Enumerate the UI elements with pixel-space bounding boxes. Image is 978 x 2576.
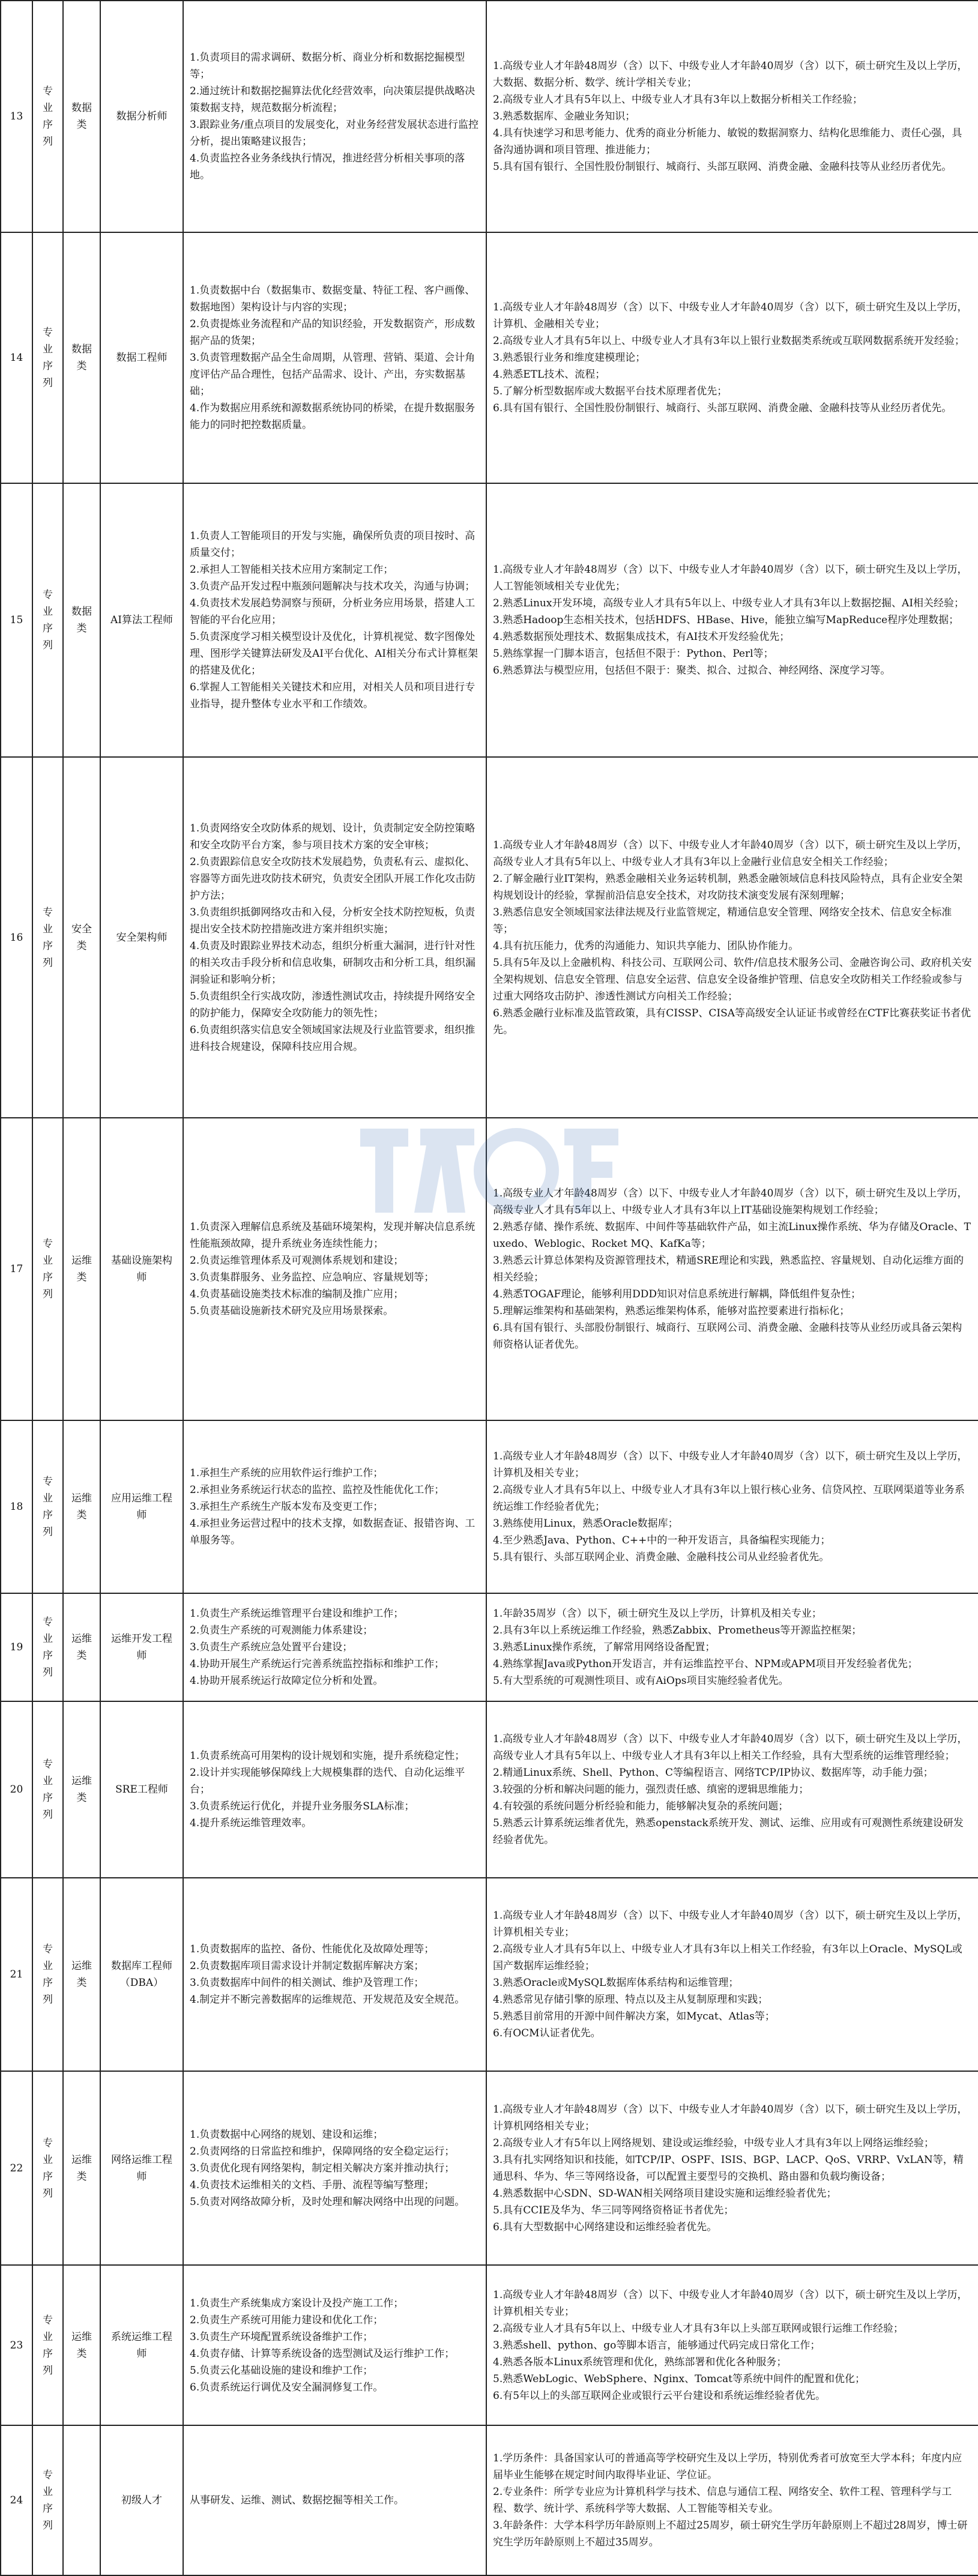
requirement-line: 2.高级专业人才具有5年以上、中级专业人才具有3年以上数据分析相关工作经验； <box>493 94 863 106</box>
row-number: 15 <box>1 483 32 757</box>
requirement-line: 3.熟悉数据库、金融业务知识； <box>493 110 636 122</box>
category-cell: 运维类 <box>63 2265 100 2425</box>
requirement-line: 6.有5年以上的头部互联网企业或银行云平台建设和系统运维经验者优先。 <box>493 2389 826 2402</box>
duty-line: 1.负责数据库的监控、备份、性能优化及故障处理等； <box>190 1943 435 1955</box>
requirement-line: 4.至少熟悉Java、Python、C++中的一种开发语言，具备编程实现能力； <box>493 1534 831 1546</box>
duty-line: 2.设计并实现能够保障线上大规模集群的迭代、自动化运维平台； <box>190 1767 465 1796</box>
requirement-line: 2.高级专业人才有5年以上网络规划、建设或运维经验，中级专业人才具有3年以上网络运维经验； <box>493 2137 934 2149</box>
duty-line: 6.负责系统运行调优及安全漏洞修复工作。 <box>190 2381 384 2394</box>
duties-cell <box>183 1118 486 1420</box>
duty-line: 1.负责网络安全攻防体系的规划、设计，负责制定安全防控策略和安全攻防平台方案，参与项目技术方案的安全审核； <box>190 822 475 851</box>
duty-line: 3.负责生产系统应急处置平台建设； <box>190 1641 353 1653</box>
requirement-line: 6.具有国有银行、全国性股份制银行、城商行、头部互联网、消费金融、金融科技等从业经历者优先。 <box>493 402 952 414</box>
requirements-cell <box>486 2071 978 2265</box>
category-cell: 运维类 <box>63 1878 100 2071</box>
duty-line: 4.提升系统运维管理效率。 <box>190 1817 312 1829</box>
job-title-cell: AI算法工程师 <box>100 483 183 757</box>
duty-line: 1.负责项目的需求调研、数据分析、商业分析和数据挖掘模型等； <box>190 52 465 80</box>
requirement-line: 3.较强的分析和解决问题的能力，强烈责任感、缜密的逻辑思维能力； <box>493 1784 809 1796</box>
row-number: 13 <box>1 1 32 232</box>
duties-cell <box>183 1878 486 2071</box>
requirement-line: 6.具有大型数据中心网络建设和运维经验者优先。 <box>493 2221 717 2233</box>
duty-line: 1.承担生产系统的应用软件运行维护工作； <box>190 1467 384 1479</box>
requirement-line: 1.高级专业人才年龄48周岁（含）以下、中级专业人才年龄40周岁（含）以下，硕士研究生及以上学历，计算机网络相关专业； <box>493 2103 968 2132</box>
duty-line: 2.负责运维管理体系及可观测体系规划和建设； <box>190 1255 404 1267</box>
requirement-line: 6.熟悉算法与模型应用，包括但不限于：聚类、拟合、过拟合、神经网络、深度学习等。 <box>493 665 891 677</box>
requirement-line: 1.高级专业人才年龄48周岁（含）以下、中级专业人才年龄40周岁（含）以下，硕士研究生及以上学历，计算机相关专业； <box>493 1910 968 1938</box>
duty-line: 1.负责深入理解信息系统及基础环境架构，发现并解决信息系统性能瓶颈故障，提升系统业务连续性能力； <box>190 1221 475 1250</box>
requirements-cell <box>486 2425 978 2575</box>
requirement-line: 2.了解金融行业IT架构，熟悉金融相关业务运转机制，熟悉金融领域信息科技风险特点，具有企业安全架构规划设计的经验，掌握前沿信息安全技术，对攻防技术演变发展有深刻理解； <box>493 872 963 902</box>
requirement-line: 5.熟悉WebLogic、WebSphere、Nginx、Tomcat等系统中间件的配置和优化； <box>493 2372 865 2385</box>
requirement-line: 3.熟悉Hadoop生态相关技术，包括HDFS、HBase、Hive，能独立编写MapReduce程序处理数据； <box>493 614 959 626</box>
requirement-line: 6.熟悉金融行业标准及监管政策，具有CISSP、CISA等高级安全认证证书或曾经在CTF比赛获奖证书者优先。 <box>493 1007 971 1036</box>
duty-line: 1.负责系统高可用架构的设计规划和实施，提升系统稳定性； <box>190 1750 465 1762</box>
requirements-cell <box>486 1118 978 1420</box>
sequence-cell: 专业 序列 <box>32 232 63 483</box>
duty-line: 5.负责对网络故障分析，及时处理和解决网络中出现的问题。 <box>190 2195 465 2208</box>
duties-cell <box>183 757 486 1118</box>
requirements-cell <box>486 757 978 1118</box>
requirement-line: 4.熟悉各版本Linux系统管理和优化，熟练部署和优化各种服务； <box>493 2356 787 2368</box>
row-number: 21 <box>1 1878 32 2071</box>
category-cell: 运维类 <box>63 2071 100 2265</box>
duty-line: 2.承担人工智能相关技术应用方案制定工作； <box>190 564 394 576</box>
requirement-line: 5.有大型系统的可观测性项目、或有AiOps项目实施经验者优先。 <box>493 1675 789 1687</box>
duty-line: 1.负责数据中台（数据集市、数据变量、特征工程、客户画像、数据地图）架构设计与内容的实现； <box>190 285 475 313</box>
requirement-line: 2.熟悉存储、操作系统、数据库、中间件等基础软件产品，如主流Linux操作系统、华为存储及Oracle、Tuxedo、Weblogic、Rocket MQ、KafKa等； <box>493 1221 971 1250</box>
category-cell: 安全类 <box>63 757 100 1118</box>
requirement-line: 4.熟悉ETL技术、流程； <box>493 369 606 381</box>
duties-cell <box>183 2425 486 2575</box>
requirement-line: 4.有较强的系统问题分析经验和能力，能够解决复杂的系统问题； <box>493 1800 789 1812</box>
requirement-line: 2.高级专业人才具有5年以上、中级专业人才具有3年以上银行业数据类系统或互联网数据系统开发经验； <box>493 335 965 347</box>
duty-line: 2.负责跟踪信息安全攻防技术发展趋势，负责私有云、虚拟化、容器等方面先进攻防技术研究，负责安全团队开展工作化攻击防护方法； <box>190 855 475 902</box>
requirement-line: 3.熟悉shell、python、go等脚本语言，能够通过代码完成日常化工作； <box>493 2339 821 2351</box>
duty-line: 5.负责基础设施新技术研究及应用场景探索。 <box>190 1305 394 1317</box>
requirement-line: 6.具有国有银行、头部股份制银行、城商行、互联网公司、消费金融、金融科技等从业经历或具备云架构师资格认证者优先。 <box>493 1322 962 1351</box>
duty-line: 1.负责生产系统运维管理平台建设和维护工作； <box>190 1608 404 1620</box>
requirement-line: 5.了解分析型数据库或大数据平台技术原理者优先； <box>493 385 728 397</box>
duty-line: 1.负责数据中心网络的规划、建设和运维； <box>190 2128 384 2141</box>
table-row <box>1 1118 978 1420</box>
requirement-line: 3.具有扎实网络知识和技能，如TCP/IP、OSPF、ISIS、BGP、LACP、QoS、VRRP、VxLAN等，精通思科、华为、华三等网络设备，可以配置主要型号的交换机、路由器和负载均衡设备； <box>493 2153 964 2183</box>
row-number: 23 <box>1 2265 32 2425</box>
requirement-line: 3.熟悉Linux操作系统，了解常用网络设备配置； <box>493 1641 716 1653</box>
requirements-cell <box>486 1593 978 1701</box>
sequence-cell: 专业 序列 <box>32 2265 63 2425</box>
duty-line: 5.负责组织全行实战攻防，渗透性测试攻击，持续提升网络安全的防护能力，保障安全攻防能力的领先性； <box>190 990 475 1019</box>
table-row <box>1 1701 978 1878</box>
sequence-cell: 专业 序列 <box>32 483 63 757</box>
duty-line: 4.制定并不断完善数据库的运维规范、开发规范及安全规范。 <box>190 1994 465 2006</box>
sequence-cell: 专业 序列 <box>32 2425 63 2575</box>
requirement-line: 1.高级专业人才年龄48周岁（含）以下、中级专业人才年龄40周岁（含）以下，硕士研究生及以上学历，计算机相关专业； <box>493 2288 968 2318</box>
category-cell: 运维类 <box>63 1118 100 1420</box>
requirement-line: 5.熟练掌握一门脚本语言，包括但不限于：Python、Perl等； <box>493 648 774 660</box>
requirement-line: 4.熟悉常见存储引擎的原理、特点以及主从复制原理和实践； <box>493 1994 768 2006</box>
requirement-line: 1.学历条件：具备国家认可的普通高等学校研究生及以上学历，特别优秀者可放宽至大学本科；年度内应届毕业生能够在规定时间内取得毕业证、学位证。 <box>493 2452 962 2481</box>
requirement-line: 2.高级专业人才具有5年以上、中级专业人才具有3年以上头部互联网或银行运维工作经验； <box>493 2322 904 2335</box>
sequence-cell: 专业 序列 <box>32 1118 63 1420</box>
duty-line: 从事研发、运维、测试、数据挖掘等相关工作。 <box>190 2494 404 2506</box>
duty-line: 4.协助开展生产系统运行完善系统监控指标和维护工作； <box>190 1658 445 1670</box>
duty-line: 2.负责提炼业务流程和产品的知识经验，开发数据资产，形成数据产品的货架； <box>190 318 475 347</box>
requirements-cell <box>486 232 978 483</box>
table-row <box>1 1 978 232</box>
sequence-cell: 专业 序列 <box>32 1701 63 1878</box>
job-title-cell: 初级人才 <box>100 2425 183 2575</box>
sequence-cell: 专业 序列 <box>32 1878 63 2071</box>
requirements-cell <box>486 1878 978 2071</box>
duties-cell <box>183 232 486 483</box>
duty-line: 3.负责组织抵御网络攻击和入侵，分析安全技术防控短板，负责提出安全技术防控措施改进方案并组织实施； <box>190 906 475 935</box>
duty-line: 3.负责系统运行优化，并提升业务服务SLA标准； <box>190 1800 415 1812</box>
requirement-line: 6.有OCM认证者优先。 <box>493 2027 601 2039</box>
requirements-cell <box>486 1 978 232</box>
duties-cell <box>183 483 486 757</box>
requirement-line: 2.高级专业人才具有5年以上、中级专业人才具有3年以上相关工作经验，有3年以上Oracle、MySQL或国产数据库运维经验； <box>493 1943 962 1972</box>
duty-line: 3.承担生产系统生产版本发布及变更工作； <box>190 1501 384 1513</box>
row-number: 16 <box>1 757 32 1118</box>
requirement-line: 4.熟悉TOGAF理论，能够利用DDD知识对信息系统进行解耦，降低组件复杂性； <box>493 1288 862 1300</box>
requirement-line: 3.年龄条件：大学本科学历年龄原则上不超过25周岁，硕士研究生学历年龄原则上不超过28周岁，博士研究生学历年龄原则上不超过35周岁。 <box>493 2520 968 2548</box>
row-number: 24 <box>1 2425 32 2575</box>
requirement-line: 5.具有国有银行、全国性股份制银行、城商行、头部互联网、消费金融、金融科技等从业经历者优先。 <box>493 161 952 173</box>
duty-line: 4.负责基础设施类技术标准的编制及推广应用； <box>190 1288 404 1300</box>
duty-line: 3.负责优化现有网络架构，制定相关解决方案并推动执行； <box>190 2162 455 2174</box>
requirement-line: 1.高级专业人才年龄48周岁（含）以下、中级专业人才年龄40周岁（含）以下，硕士研究生及以上学历，高级专业人才具有5年以上、中级专业人才具有3年以上相关工作经验，具有大型系统的运维管理经验； <box>493 1733 968 1762</box>
row-number: 17 <box>1 1118 32 1420</box>
sequence-cell: 专业 序列 <box>32 757 63 1118</box>
category-cell: 数据类 <box>63 232 100 483</box>
duty-line: 5.负责深度学习相关模型设计及优化，计算机视觉、数字图像处理、图形学关键算法研发及AI平台优化、AI相关分布式计算框架的搭建及优化； <box>190 631 478 677</box>
job-title-cell: 应用运维工程师 <box>100 1420 183 1593</box>
duty-line: 3.负责生产环境配置系统设备维护工作； <box>190 2330 373 2343</box>
requirement-line: 2.专业条件：所学专业应为计算机科学与技术、信息与通信工程、网络安全、软件工程、管理科学与工程、数学、统计学、系统科学等大数据、人工智能等相关专业。 <box>493 2486 952 2515</box>
table-row <box>1 483 978 757</box>
requirement-line: 1.高级专业人才年龄48周岁（含）以下、中级专业人才年龄40周岁（含）以下，硕士研究生及以上学历，计算机及相关专业； <box>493 1450 968 1479</box>
duty-line: 3.负责管理数据产品全生命周期，从管理、营销、渠道、会计角度评估产品合理性，包括产品需求、设计、产出，夯实数据基础； <box>190 352 475 397</box>
row-number: 18 <box>1 1420 32 1593</box>
requirement-line: 2.高级专业人才具有5年以上、中级专业人才具有3年以上银行核心业务、信贷风控、互联网渠道等业务系统运维工作经验者优先； <box>493 1484 965 1513</box>
requirements-cell <box>486 2265 978 2425</box>
sequence-cell: 专业 序列 <box>32 2071 63 2265</box>
category-cell: 运维类 <box>63 1701 100 1878</box>
requirement-line: 3.熟悉银行业务和维度建模理论； <box>493 352 646 364</box>
requirement-line: 5.具有银行、头部互联网企业、消费金融、金融科技公司从业经验者优先。 <box>493 1551 830 1563</box>
duties-cell <box>183 1 486 232</box>
row-number: 22 <box>1 2071 32 2265</box>
job-title-cell: 数据库工程师（DBA） <box>100 1878 183 2071</box>
duties-cell <box>183 1420 486 1593</box>
duty-line: 3.负责产品开发过程中瓶颈问题解决与技术攻关，沟通与协调； <box>190 581 475 593</box>
job-title-cell: 运维开发工程师 <box>100 1593 183 1701</box>
table-row <box>1 1593 978 1701</box>
category-cell: 数据类 <box>63 1 100 232</box>
table-row <box>1 2425 978 2575</box>
requirement-line: 3.熟悉Oracle或MySQL数据库体系结构和运维管理； <box>493 1977 739 1989</box>
requirement-line: 1.高级专业人才年龄48周岁（含）以下、中级专业人才年龄40周岁（含）以下，硕士研究生及以上学历，计算机、金融相关专业； <box>493 301 968 330</box>
duties-cell <box>183 1701 486 1878</box>
requirement-line: 3.熟悉信息安全领域国家法律法规及行业监管规定，精通信息安全管理、网络安全技术、信息安全标准等； <box>493 906 952 935</box>
duty-line: 6.掌握人工智能相关关键技术和应用，对相关人员和项目进行专业指导，提升整体专业水平和工作绩效。 <box>190 681 475 710</box>
row-number: 14 <box>1 232 32 483</box>
requirement-line: 5.具有CCIE及华为、华三同等网络资格证书者优先； <box>493 2204 734 2216</box>
requirement-line: 1.高级专业人才年龄48周岁（含）以下、中级专业人才年龄40周岁（含）以下，硕士研究生及以上学历，人工智能领域相关专业优先； <box>493 564 968 593</box>
duty-line: 2.负责数据库项目需求设计并制定数据库解决方案； <box>190 1960 424 1972</box>
duty-line: 4.负责监控各业务条线执行情况，推进经营分析相关事项的落地。 <box>190 152 465 181</box>
requirement-line: 4.熟练掌握Java或Python开发语言，并有运维监控平台、NPM或APM项目开发经验者优先； <box>493 1658 918 1670</box>
duty-line: 4.负责技术发展趋势洞察与预研，分析业务应用场景，搭建人工智能的平台化应用； <box>190 597 475 626</box>
job-title-cell: SRE工程师 <box>100 1701 183 1878</box>
requirement-line: 4.熟悉数据中心SDN、SD-WAN相关网络项目建设实施和运维经验者优先； <box>493 2187 837 2200</box>
requirement-line: 3.熟练使用Linux，熟悉Oracle数据库； <box>493 1518 678 1530</box>
requirement-line: 4.具有快速学习和思考能力、优秀的商业分析能力、敏锐的数据洞察力、结构化思维能力、责任心强，具备沟通协调和项目管理、推进能力； <box>493 127 962 156</box>
requirement-line: 2.精通Linux系统、Shell、Python、C等编程语言、网络TCP/IP协议、数据库等，动手能力强； <box>493 1767 934 1779</box>
duty-line: 4.负责及时跟踪业界技术动态，组织分析重大漏洞，进行针对性的相关攻击手段分析和信息收集，研制攻击和分析工具，组织漏洞验证和影响分析； <box>190 940 475 986</box>
requirement-line: 5.具有5年及以上金融机构、科技公司、互联网公司、软件/信息技术服务公司、金融咨询公司、政府机关安全架构规划、信息安全管理、信息安全运营、信息安全设备维护管理、信息安全攻防相关工作经验或参与过重大网络攻击防护、渗透性测试方向相关工作经验； <box>493 956 972 1003</box>
duties-cell <box>183 2071 486 2265</box>
row-number: 19 <box>1 1593 32 1701</box>
job-title-cell: 数据分析师 <box>100 1 183 232</box>
duty-line: 3.负责数据库中间件的相关测试、维护及管理工作； <box>190 1977 424 1989</box>
category-cell: 运维类 <box>63 1420 100 1593</box>
table-row <box>1 232 978 483</box>
category-cell: 运维类 <box>63 1593 100 1701</box>
requirement-line: 4.熟悉数据预处理技术、数据集成技术，有AI技术开发经验优先； <box>493 631 790 643</box>
job-title-cell: 基础设施架构师 <box>100 1118 183 1420</box>
duty-line: 4.承担业务运营过程中的技术支撑，如数据查证、报错咨询、工单服务等。 <box>190 1518 475 1546</box>
table-row <box>1 2265 978 2425</box>
duty-line: 4.作为数据应用系统和源数据系统协同的桥梁，在提升数据服务能力的同时把控数据质量。 <box>190 402 475 431</box>
job-title-cell: 数据工程师 <box>100 232 183 483</box>
requirement-line: 5.熟悉目前常用的开源中间件解决方案，如Mycat、Atlas等； <box>493 2010 775 2022</box>
duty-line: 1.负责生产系统集成方案设计及投产施工工作； <box>190 2297 404 2309</box>
requirement-line: 5.理解运维架构和基础架构，熟悉运维架构体系，能够对监控要素进行指标化； <box>493 1305 850 1317</box>
duty-line: 3.跟踪业务/重点项目的发展变化，对业务经营发展状态进行监控分析，提出策略建议报告； <box>190 119 478 148</box>
duties-cell <box>183 2265 486 2425</box>
category-cell: 数据类 <box>63 483 100 757</box>
table-row <box>1 757 978 1118</box>
sequence-cell: 专业 序列 <box>32 1593 63 1701</box>
duty-line: 2.负责生产系统的可观测能力体系建设； <box>190 1624 373 1636</box>
requirement-line: 5.熟悉云计算系统运维者优先，熟悉openstack系统开发、测试、运维、应用或有可观测性系统建设研发经验者优先。 <box>493 1817 964 1846</box>
job-title-cell: 网络运维工程师 <box>100 2071 183 2265</box>
duty-line: 4.负责存储、计算等系统设备的选型测试及运行维护工作； <box>190 2347 455 2360</box>
requirements-cell <box>486 1420 978 1593</box>
requirement-line: 1.高级专业人才年龄48周岁（含）以下、中级专业人才年龄40周岁（含）以下，硕士研究生及以上学历，高级专业人才具有5年以上、中级专业人才具有3年以上金融行业信息安全相关工作经验； <box>493 839 968 868</box>
job-title-cell: 安全架构师 <box>100 757 183 1118</box>
duty-line: 4.负责技术运维相关的文档、手册、流程等编写整理； <box>190 2179 435 2191</box>
row-number: 20 <box>1 1701 32 1878</box>
requirement-line: 4.具有抗压能力，优秀的沟通能力、知识共享能力、团队协作能力。 <box>493 940 799 952</box>
requirement-line: 2.熟悉Linux开发环境，高级专业人才具有5年以上、中级专业人才具有3年以上数据挖掘、AI相关经验； <box>493 597 965 609</box>
duty-line: 2.负责生产系统可用能力建设和优化工作； <box>190 2314 384 2326</box>
requirement-line: 1.高级专业人才年龄48周岁（含）以下、中级专业人才年龄40周岁（含）以下，硕士研究生及以上学历，大数据、数据分析、数学、统计学相关专业； <box>493 60 968 89</box>
requirements-cell <box>486 1701 978 1878</box>
requirements-cell <box>486 483 978 757</box>
duty-line: 2.通过统计和数据挖掘算法优化经营效率，向决策层提供战略决策数据支持，规范数据分析流程； <box>190 85 475 114</box>
job-title-cell: 系统运维工程师 <box>100 2265 183 2425</box>
duty-line: 3.负责集群服务、业务监控、应急响应、容量规划等； <box>190 1271 435 1283</box>
duty-line: 5.负责云化基础设施的建设和维护工作； <box>190 2364 373 2377</box>
requirement-line: 1.高级专业人才年龄48周岁（含）以下、中级专业人才年龄40周岁（含）以下，硕士研究生及以上学历，高级专业人才具有5年以上、中级专业人才具有3年以上IT基础设施架构规划工作经验； <box>493 1187 968 1216</box>
sequence-cell: 专业 序列 <box>32 1420 63 1593</box>
duty-line: 2.承担业务系统运行状态的监控、监控及性能优化工作； <box>190 1484 445 1496</box>
category-cell <box>63 2425 100 2575</box>
requirement-line: 3.熟悉云计算总体架构及资源管理技术，精通SRE理论和实践，熟悉监控、容量规划、自动化运维方面的相关经验； <box>493 1255 964 1283</box>
requirement-line: 1.年龄35周岁（含）以下，硕士研究生及以上学历，计算机及相关专业； <box>493 1608 822 1620</box>
duty-line: 2.负责网络的日常监控和维护，保障网络的安全稳定运行； <box>190 2145 455 2158</box>
duty-line: 6.负责组织落实信息安全领域国家法规及行业监管要求，组织推进科技合规建设，保障科技应用合规。 <box>190 1024 475 1053</box>
duties-cell <box>183 1593 486 1701</box>
requirement-line: 2.具有3年以上系统运维工作经验，熟悉Zabbix、Prometheus等开源监控框架； <box>493 1624 862 1636</box>
table-row <box>1 1420 978 1593</box>
sequence-cell: 专业 序列 <box>32 1 63 232</box>
duty-line: 1.负责人工智能项目的开发与实施，确保所负责的项目按时、高质量交付； <box>190 530 475 559</box>
table-row <box>1 2071 978 2265</box>
table-row <box>1 1878 978 2071</box>
duty-line: 4.协助开展系统运行故障定位分析和处置。 <box>190 1675 384 1687</box>
